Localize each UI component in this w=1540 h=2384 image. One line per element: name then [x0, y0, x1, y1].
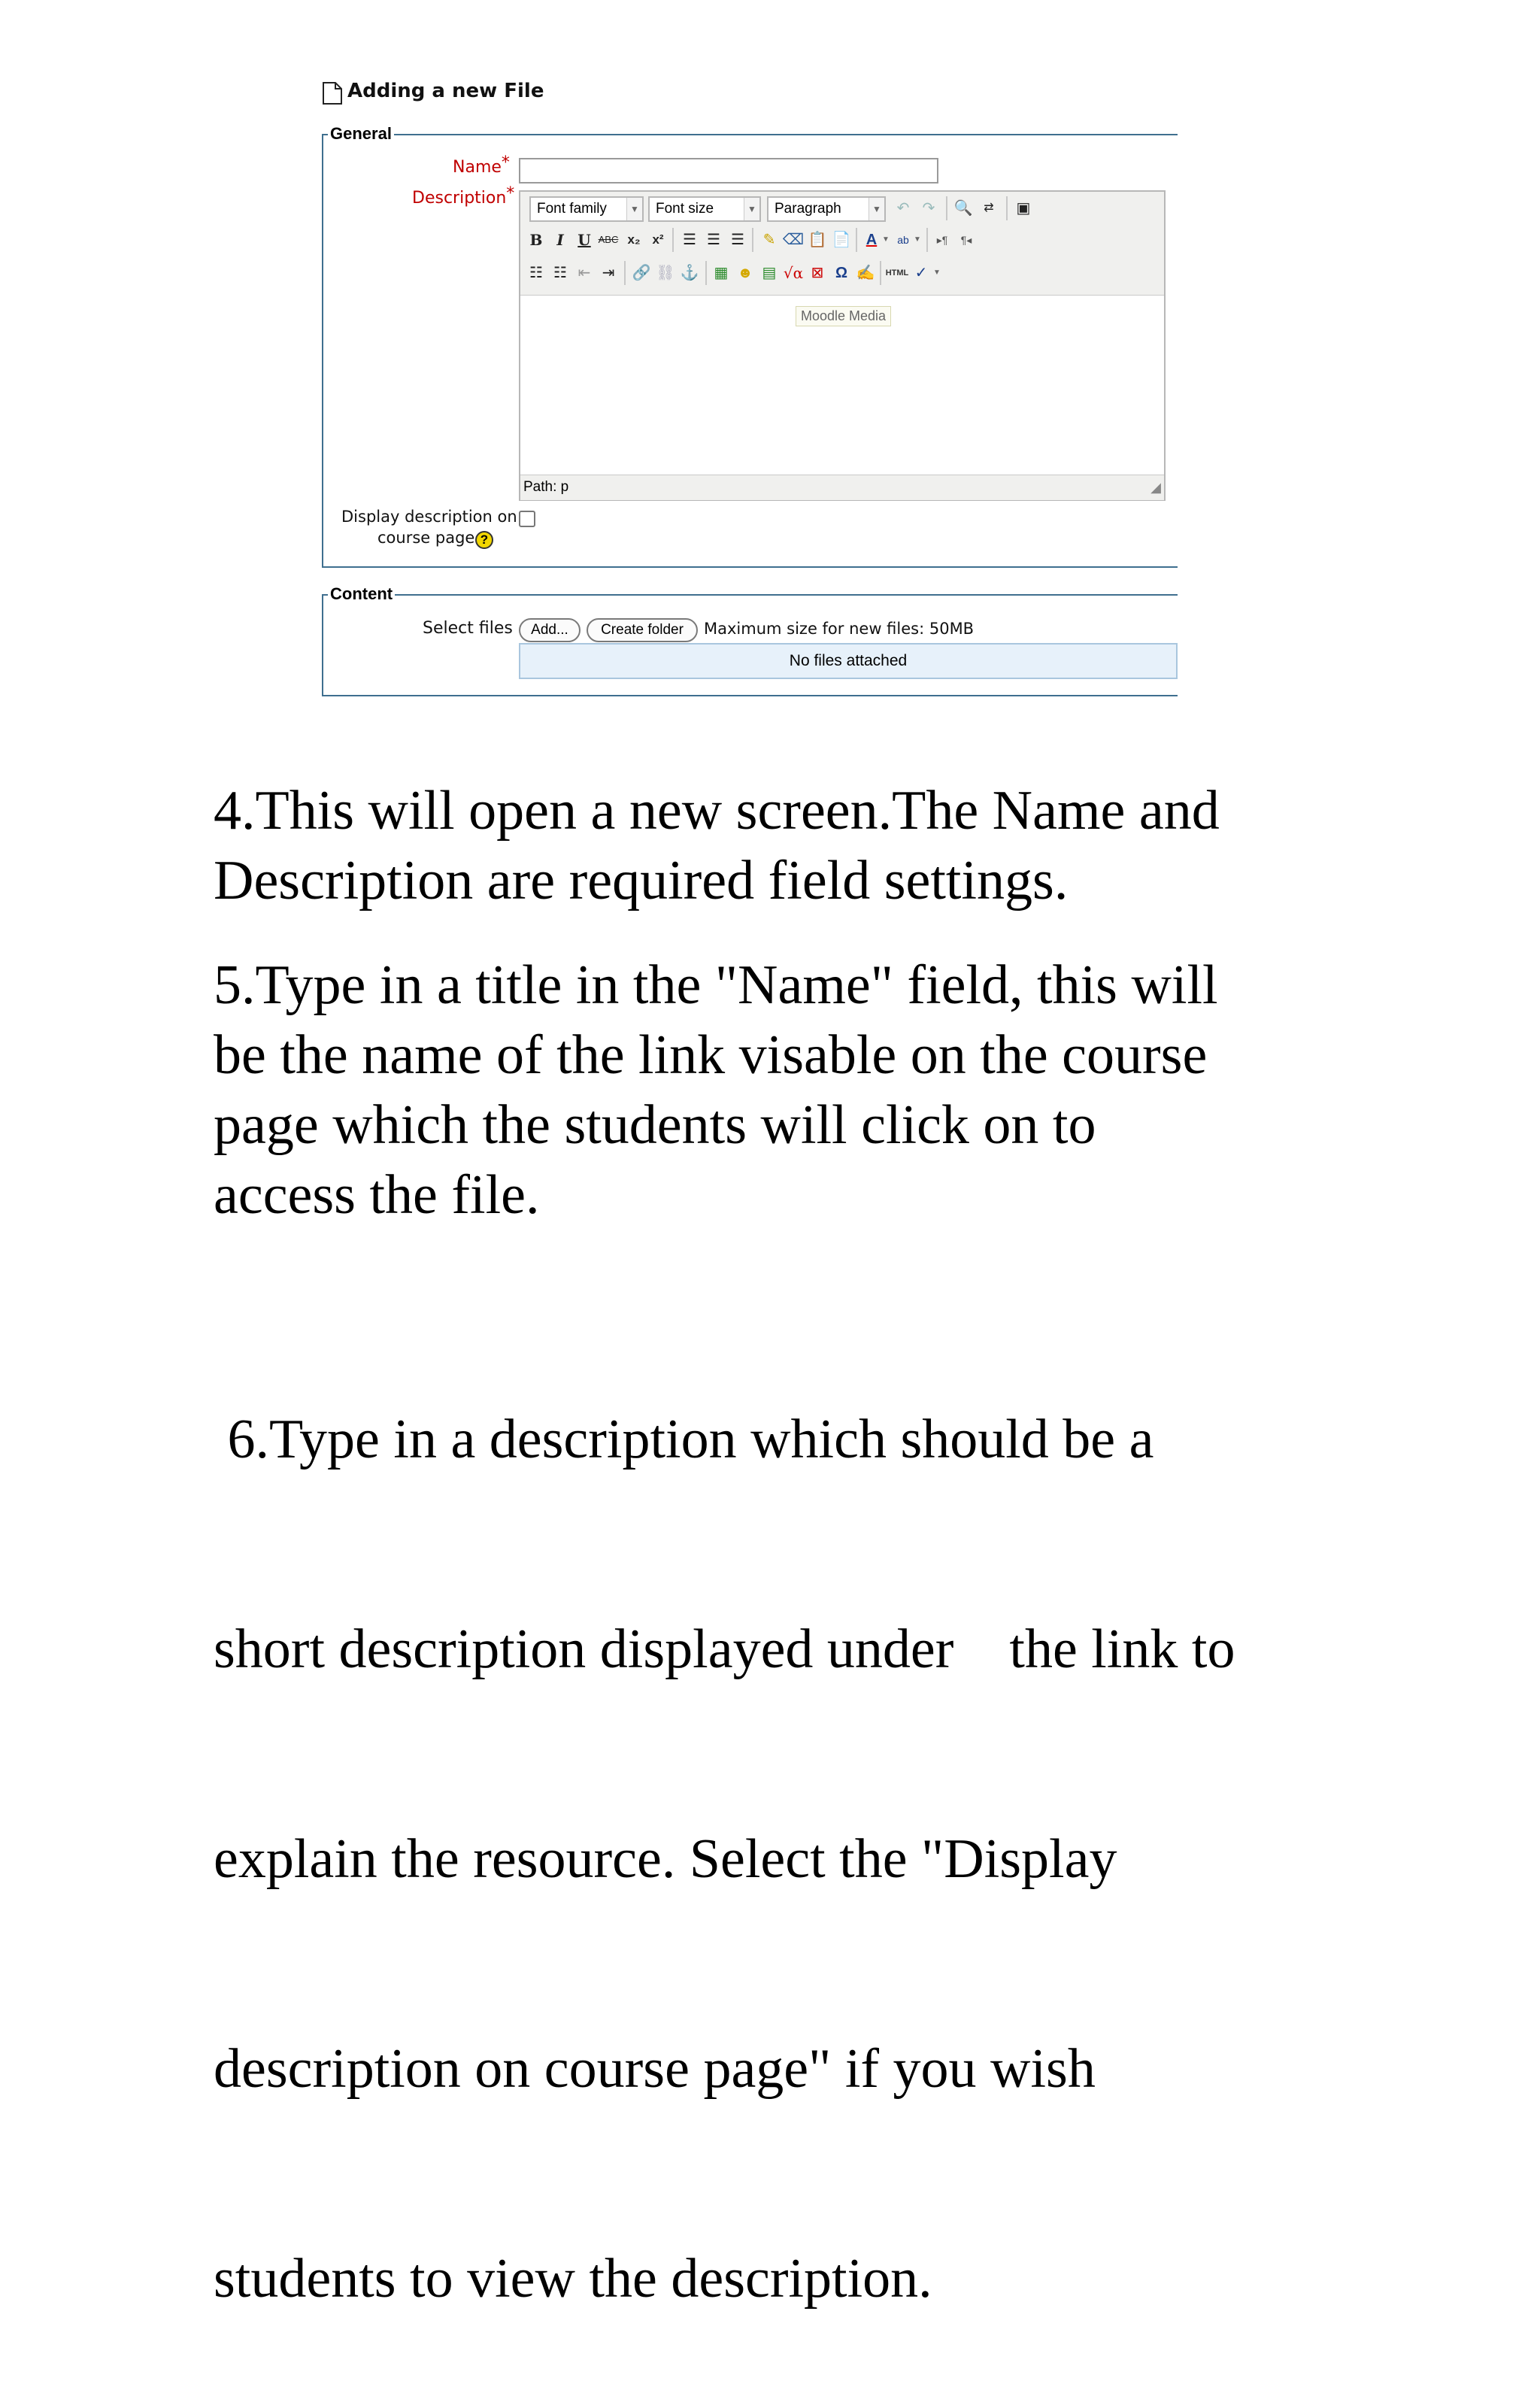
- find-icon[interactable]: 🔍: [953, 200, 973, 217]
- html-source-icon[interactable]: HTML: [885, 268, 909, 278]
- edit-icon[interactable]: ✍: [856, 265, 875, 281]
- content-fieldset-left: [322, 594, 323, 696]
- general-fieldset-top: [322, 134, 1178, 135]
- general-fieldset-left: [322, 134, 323, 567]
- file-drop-area[interactable]: [519, 643, 1178, 679]
- nolink-icon[interactable]: ⊠: [811, 265, 824, 281]
- moodle-media-tooltip: Moodle Media: [796, 306, 891, 326]
- moodle-media-icon[interactable]: ▤: [762, 265, 777, 281]
- chevron-down-icon: ▼: [869, 198, 884, 220]
- ltr-icon[interactable]: ▸¶: [936, 234, 948, 246]
- chevron-down-icon: ▼: [744, 198, 759, 220]
- chevron-down-icon[interactable]: ▼: [882, 235, 890, 244]
- fullscreen-icon[interactable]: ▣: [1016, 200, 1031, 217]
- align-center-icon[interactable]: ☰: [707, 232, 720, 248]
- instruction-step-6: [214, 1265, 1235, 2384]
- editor-statusbar: [520, 475, 1164, 500]
- toolbar-separator: [880, 261, 881, 285]
- chevron-down-icon: ▼: [626, 198, 642, 220]
- numbered-list-icon[interactable]: ☷: [553, 265, 567, 281]
- underline-icon[interactable]: U: [578, 231, 591, 249]
- instruction-line: be the name of the link visable on the course: [214, 1024, 1208, 1086]
- eraser-icon[interactable]: ⌫: [782, 232, 805, 248]
- toolbar-separator: [672, 228, 674, 252]
- instruction-line: page which the students will click on to: [214, 1094, 1096, 1156]
- clean-up-icon[interactable]: ✎: [762, 232, 776, 248]
- subscript-icon[interactable]: x₂: [627, 232, 641, 247]
- font-size-select[interactable]: [648, 196, 761, 222]
- resize-handle-icon[interactable]: ◢: [1150, 480, 1161, 495]
- superscript-icon[interactable]: x²: [652, 232, 664, 247]
- help-icon[interactable]: ?: [475, 531, 493, 549]
- unlink-icon[interactable]: ⛓: [656, 265, 675, 281]
- description-editor[interactable]: [519, 190, 1166, 501]
- add-file-button[interactable]: Add...: [519, 618, 581, 642]
- instruction-line: students to view the description.: [214, 2248, 932, 2310]
- select-files-label: Select files: [423, 619, 513, 638]
- instruction-step-4: [214, 776, 1220, 916]
- smiley-icon[interactable]: ☻: [737, 265, 753, 281]
- strikethrough-icon[interactable]: ABC: [598, 234, 619, 245]
- instruction-line: description on course page" if you wish: [214, 2038, 1096, 2100]
- instruction-line: 5.Type in a title in the "Name" field, this will: [214, 954, 1218, 1016]
- anchor-icon[interactable]: ⚓: [680, 265, 699, 281]
- moodle-screenshot: [0, 0, 1540, 752]
- toolbar-separator: [752, 228, 753, 252]
- required-mark-2: *: [506, 184, 515, 203]
- image-icon[interactable]: ▦: [714, 265, 729, 281]
- toolbar-separator: [946, 196, 947, 220]
- instruction-line: short description displayed under the link to: [214, 1618, 1235, 1680]
- italic-icon[interactable]: I: [556, 231, 564, 249]
- description-label: Description*: [412, 184, 515, 208]
- toolbar-separator: [1006, 196, 1008, 220]
- text-color-icon[interactable]: A: [865, 232, 878, 248]
- font-family-value: Font family: [537, 201, 607, 217]
- display-description-checkbox[interactable]: [519, 511, 535, 527]
- name-input[interactable]: [519, 158, 938, 184]
- instruction-line: 4.This will open a new screen.The Name and: [214, 780, 1220, 842]
- special-char-icon[interactable]: Ω: [835, 265, 848, 281]
- chevron-down-icon[interactable]: ▼: [914, 235, 921, 244]
- form-title: Adding a new File: [347, 80, 544, 102]
- no-files-text: No files attached: [789, 652, 908, 669]
- content-fieldset-bottom: [322, 695, 1178, 696]
- align-left-icon[interactable]: ☰: [683, 232, 696, 248]
- replace-icon[interactable]: ⇄: [984, 202, 994, 214]
- create-folder-button[interactable]: Create folder: [587, 618, 698, 642]
- display-description-label-2: course page: [377, 529, 475, 547]
- paste-text-icon[interactable]: 📋: [808, 232, 827, 248]
- content-legend: Content: [328, 584, 395, 604]
- toolbar-separator: [856, 228, 857, 252]
- file-icon: [322, 81, 343, 105]
- font-size-value: Font size: [656, 201, 714, 217]
- instruction-line: access the file.: [214, 1164, 540, 1226]
- chevron-down-icon[interactable]: ▼: [933, 268, 941, 277]
- redo-icon[interactable]: ↷: [922, 200, 935, 217]
- display-description-label-1: Display description on: [341, 508, 517, 526]
- format-select[interactable]: [767, 196, 886, 222]
- link-icon[interactable]: 🔗: [632, 265, 651, 281]
- instruction-step-5: [214, 951, 1218, 1230]
- paste-word-icon[interactable]: 📄: [832, 232, 851, 248]
- general-fieldset-bottom: [322, 566, 1178, 568]
- spellcheck-icon[interactable]: ✓: [914, 265, 928, 281]
- indent-icon[interactable]: ⇥: [602, 265, 615, 281]
- instruction-line: 6.Type in a description which should be a: [214, 1409, 1154, 1470]
- editor-path: Path: p: [523, 479, 569, 495]
- toolbar-separator: [926, 228, 928, 252]
- outdent-icon[interactable]: ⇤: [578, 265, 591, 281]
- equation-icon[interactable]: √α: [783, 264, 804, 282]
- content-fieldset-top: [322, 594, 1178, 596]
- toolbar-separator: [624, 261, 626, 285]
- max-size-text: Maximum size for new files: 50MB: [704, 620, 975, 638]
- general-legend: General: [328, 124, 394, 144]
- instruction-line: Description are required field settings.: [214, 850, 1069, 911]
- font-family-select[interactable]: [529, 196, 644, 222]
- format-value: Paragraph: [775, 201, 841, 217]
- bullet-list-icon[interactable]: ☷: [529, 265, 543, 281]
- align-right-icon[interactable]: ☰: [731, 232, 744, 248]
- bold-icon[interactable]: B: [529, 231, 543, 249]
- required-mark: *: [501, 153, 510, 172]
- undo-icon[interactable]: ↶: [896, 200, 910, 217]
- highlight-color-icon[interactable]: ab: [897, 234, 909, 246]
- name-label: Name*: [453, 153, 510, 177]
- rtl-icon[interactable]: ¶◂: [960, 234, 972, 246]
- instruction-line: explain the resource. Select the "Display: [214, 1828, 1117, 1890]
- toolbar-separator: [705, 261, 707, 285]
